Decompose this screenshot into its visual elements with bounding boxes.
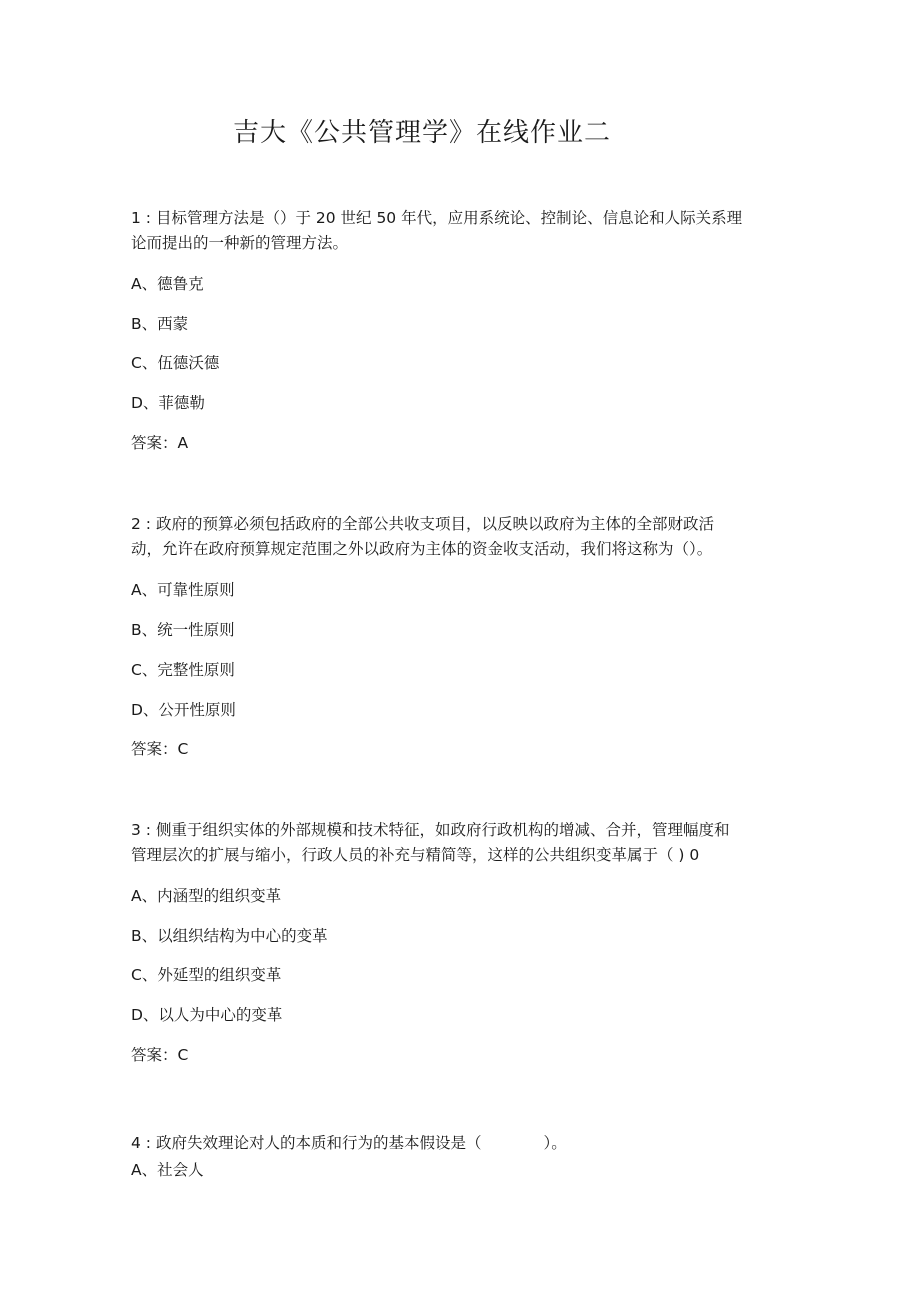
question-1-line-2: 论而提出的一种新的管理方法。 xyxy=(131,234,349,252)
question-1-option-a: A、德鲁克 xyxy=(131,275,204,293)
question-2-line-2: 动，允许在政府预算规定范围之外以政府为主体的资金收支活动，我们将这称为（）。 xyxy=(131,540,713,558)
question-3-line-1: 3 : 侧重于组织实体的外部规模和技术特征，如政府行政机构的增减、合并，管理幅度和 xyxy=(131,821,730,839)
question-4 xyxy=(131,1131,791,1156)
question-2-option-a: A、可靠性原则 xyxy=(131,581,235,599)
question-3-option-b: B、以组织结构为中心的变革 xyxy=(131,927,328,945)
question-3-option-a: A、内涵型的组织变革 xyxy=(131,887,282,905)
question-2-answer: 答案：C xyxy=(131,740,189,758)
question-2 xyxy=(131,512,791,562)
question-2-line-1: 2 : 政府的预算必须包括政府的全部公共收支项目，以反映以政府为主体的全部财政活 xyxy=(131,515,714,533)
question-1-option-c: C、伍德沃德 xyxy=(131,354,220,372)
question-3-line-2: 管理层次的扩展与缩小，行政人员的补充与精简等，这样的公共组织变革属于（ ) 0 xyxy=(131,846,700,864)
question-1 xyxy=(131,206,791,256)
question-1-option-d: D、菲德勒 xyxy=(131,394,205,412)
question-2-option-c: C、完整性原则 xyxy=(131,661,235,679)
question-2-option-b: B、统一性原则 xyxy=(131,621,235,639)
question-2-option-d: D、公开性原则 xyxy=(131,701,236,719)
question-3 xyxy=(131,818,791,868)
question-3-option-d: D、以人为中心的变革 xyxy=(131,1006,283,1024)
question-3-option-c: C、外延型的组织变革 xyxy=(131,966,282,984)
question-4-line-1: 4 : 政府失效理论对人的本质和行为的基本假设是（ ）。 xyxy=(131,1134,567,1152)
question-1-line-1: 1 : 目标管理方法是（）于 20 世纪 50 年代，应用系统论、控制论、信息论和人际关系理 xyxy=(131,209,743,227)
question-4-option-a: A、社会人 xyxy=(131,1161,204,1179)
page-title: 吉大《公共管理学》在线作业二 xyxy=(233,118,612,148)
question-1-option-b: B、西蒙 xyxy=(131,315,189,333)
question-1-answer: 答案：A xyxy=(131,434,189,452)
question-3-answer: 答案：C xyxy=(131,1046,189,1064)
